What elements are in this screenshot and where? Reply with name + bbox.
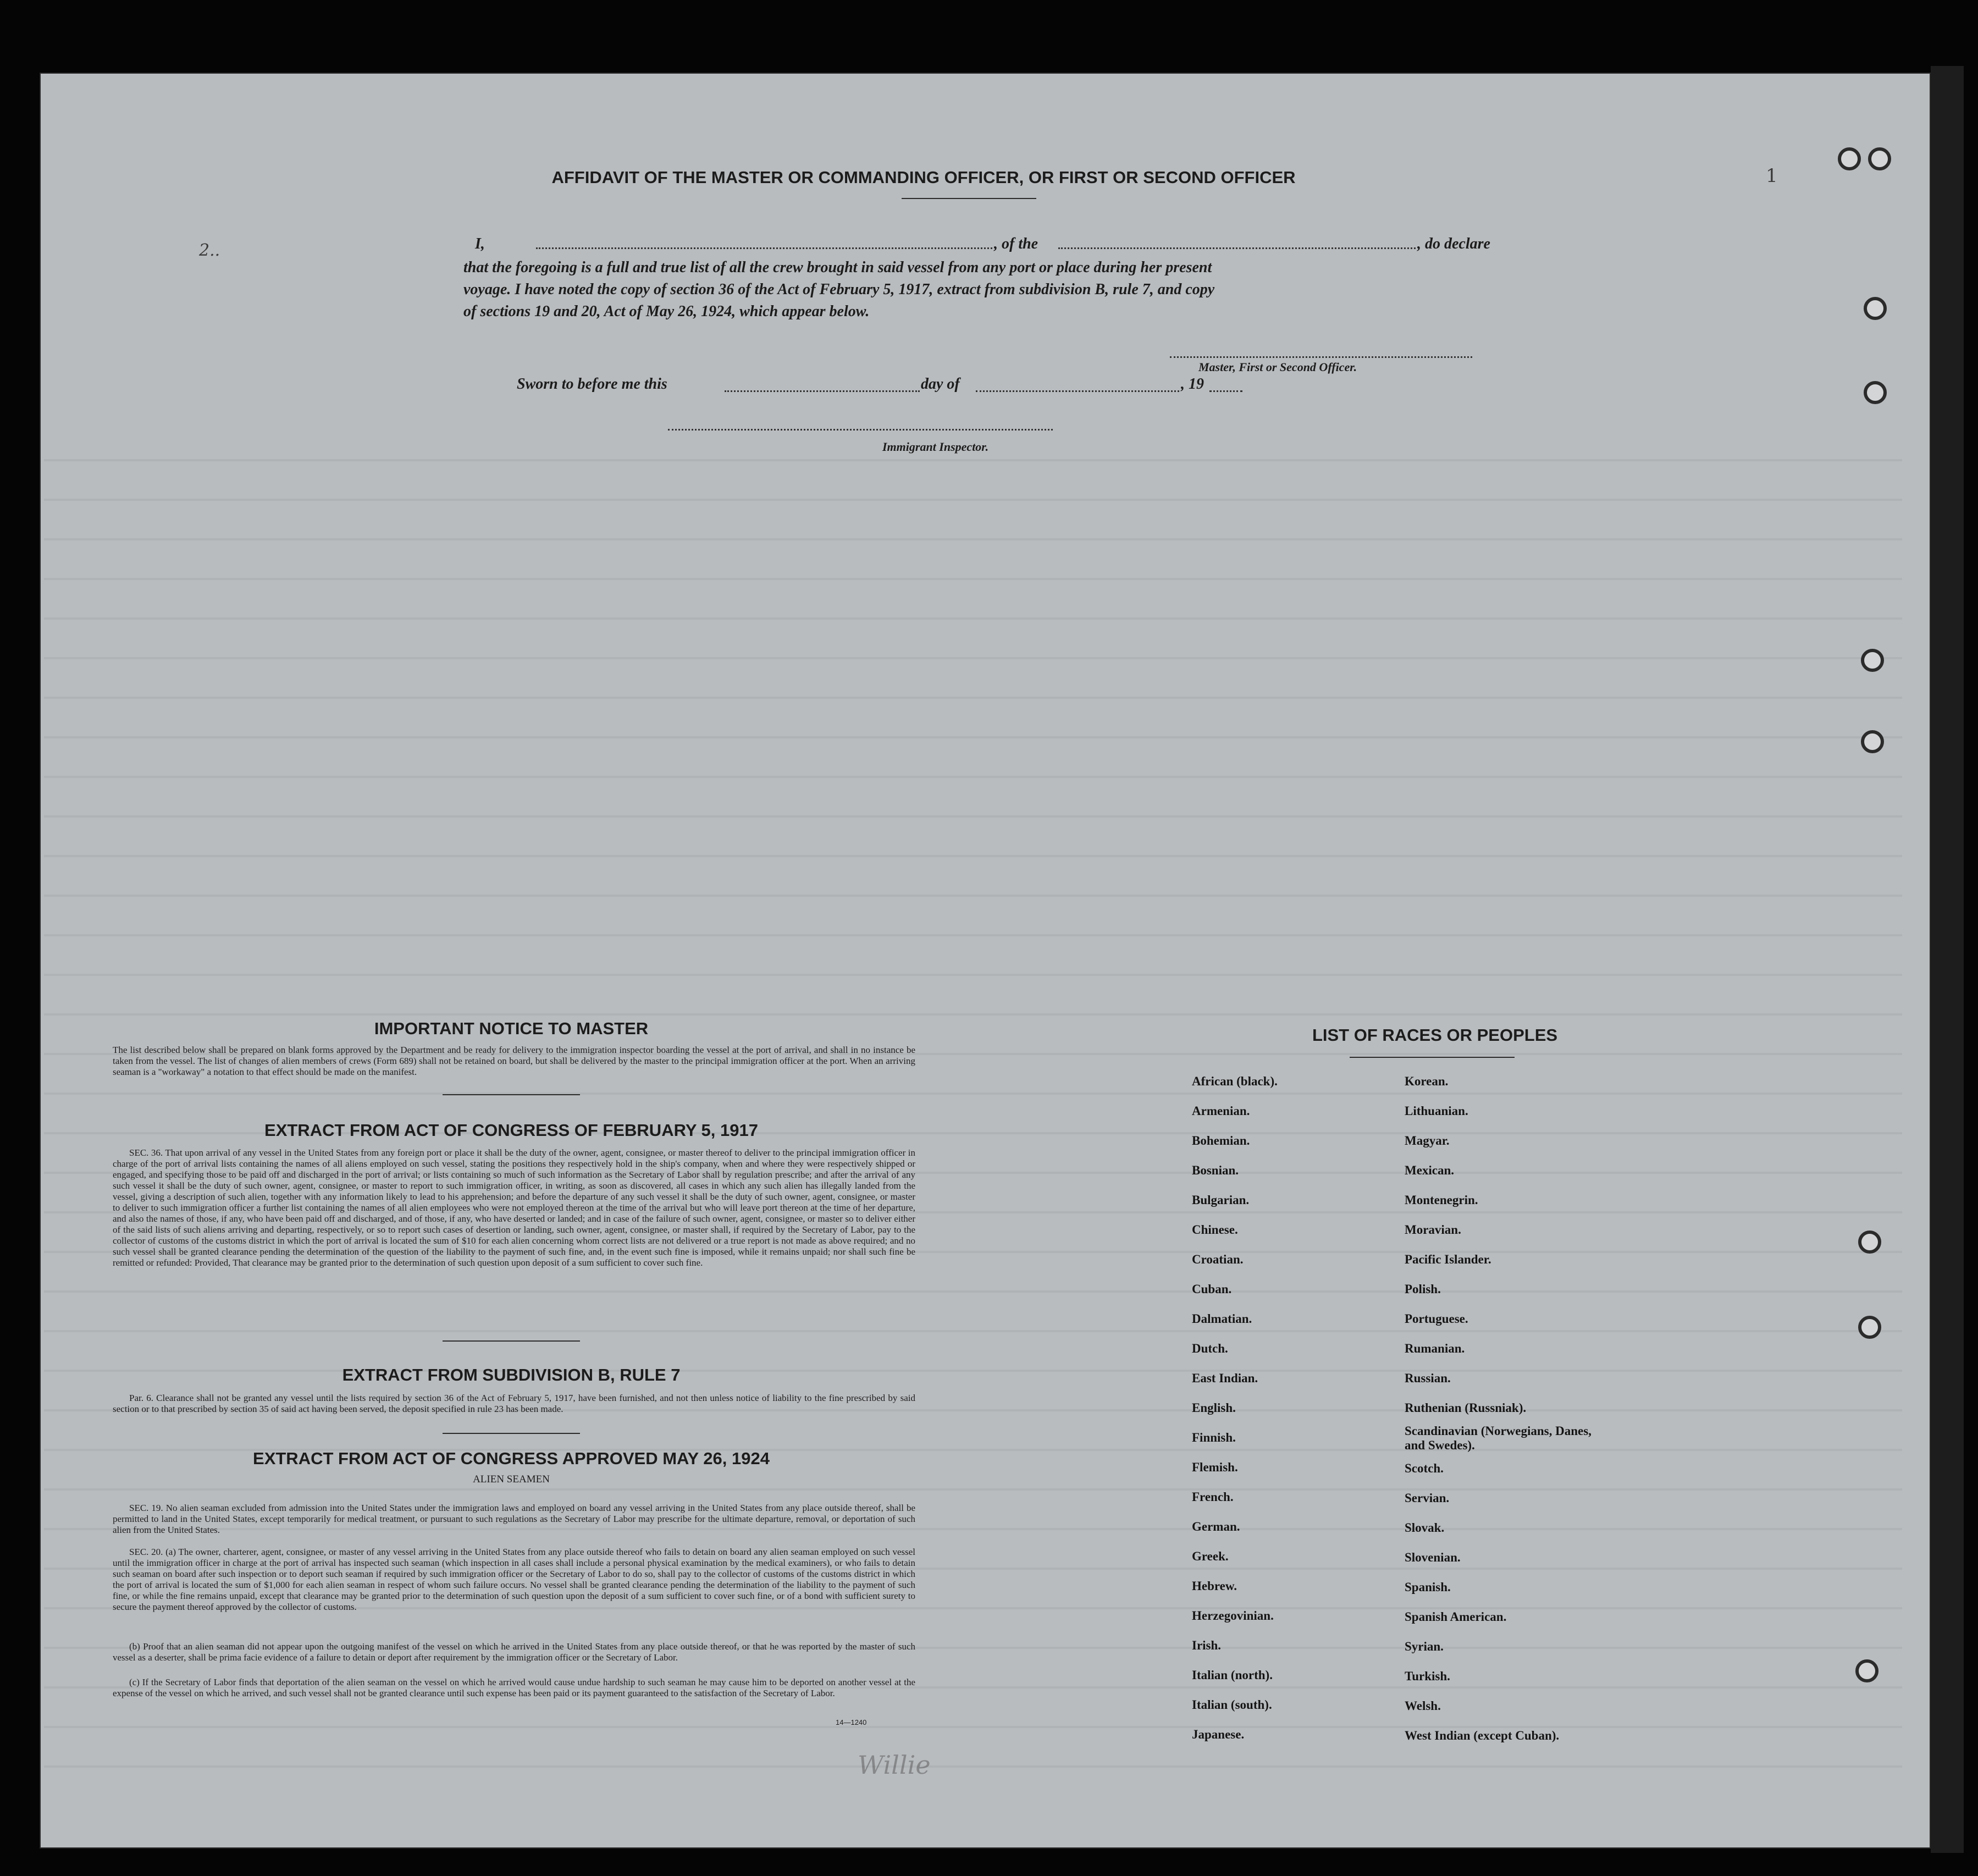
punch-hole bbox=[1861, 730, 1884, 753]
bleed-through-line bbox=[44, 657, 1902, 659]
race-item: English. bbox=[1192, 1401, 1236, 1415]
race-item: Mexican. bbox=[1405, 1163, 1455, 1177]
affidavit-line1-end: , do declare bbox=[1417, 235, 1490, 252]
sworn-month-blank bbox=[976, 390, 1179, 392]
race-item: Slovak. bbox=[1405, 1521, 1445, 1535]
sworn-day-blank bbox=[725, 390, 920, 392]
race-item: Bosnian. bbox=[1192, 1163, 1239, 1177]
punch-hole bbox=[1858, 1231, 1881, 1254]
race-item: African (black). bbox=[1192, 1074, 1278, 1088]
race-item: West Indian (except Cuban). bbox=[1405, 1729, 1560, 1742]
bleed-through-line bbox=[44, 578, 1902, 580]
race-item: East Indian. bbox=[1192, 1371, 1258, 1385]
race-item: Ruthenian (Russniak). bbox=[1405, 1401, 1527, 1415]
signature-blank bbox=[1170, 356, 1472, 358]
race-item: Italian (north). bbox=[1192, 1668, 1273, 1682]
sworn-year-blank bbox=[1209, 390, 1242, 392]
punch-hole bbox=[1838, 147, 1861, 170]
punch-hole bbox=[1861, 649, 1884, 672]
race-item: Lithuanian. bbox=[1405, 1104, 1468, 1118]
race-item: Turkish. bbox=[1405, 1669, 1450, 1683]
extract-1924-sec20b: (b) Proof that an alien seaman did not appear upon the outgoing manifest of the vessel on which he arrived in the United States from any place outside thereof, or that he was reported by the master of such vessel as a deserter, shall be prima facie evidence of a failure to detain or deport after requirement by the immigration officer or the Secretary of Labor. bbox=[113, 1641, 915, 1663]
race-item: Servian. bbox=[1405, 1491, 1450, 1505]
race-item: Bohemian. bbox=[1192, 1134, 1250, 1147]
bleed-through-line bbox=[44, 1330, 1902, 1332]
race-item: Magyar. bbox=[1405, 1134, 1450, 1147]
race-item: Dutch. bbox=[1192, 1342, 1228, 1355]
race-item: Chinese. bbox=[1192, 1223, 1238, 1237]
race-item: Scotch. bbox=[1405, 1461, 1444, 1475]
race-item: Cuban. bbox=[1192, 1282, 1232, 1296]
race-item: Herzegovinian. bbox=[1192, 1609, 1274, 1623]
race-item: French. bbox=[1192, 1490, 1234, 1504]
punch-hole bbox=[1864, 381, 1887, 404]
signature-label: Master, First or Second Officer. bbox=[1198, 360, 1357, 374]
race-item: Scandinavian (Norwegians, Danes, and Swedes). bbox=[1405, 1424, 1592, 1452]
bleed-through-line bbox=[44, 1765, 1902, 1768]
bleed-through-line bbox=[44, 459, 1902, 461]
inspector-blank bbox=[668, 429, 1053, 431]
notice-title: IMPORTANT NOTICE TO MASTER bbox=[374, 1019, 649, 1038]
extract-1924-subtitle: ALIEN SEAMEN bbox=[473, 1474, 550, 1485]
divider bbox=[1350, 1057, 1515, 1058]
bleed-through-line bbox=[44, 855, 1902, 857]
bleed-through-line bbox=[44, 538, 1902, 540]
divider bbox=[443, 1433, 580, 1434]
handwritten-signature: Willie bbox=[858, 1750, 931, 1780]
handwritten-mark: 2.. bbox=[199, 241, 220, 260]
races-title: LIST OF RACES OR PEOPLES bbox=[1312, 1025, 1558, 1045]
sworn-prefix: Sworn to before me this bbox=[517, 376, 667, 393]
bleed-through-line bbox=[44, 815, 1902, 818]
divider bbox=[902, 198, 1036, 199]
extract-1924-sec19: SEC. 19. No alien seaman excluded from admission into the United States under the immigration laws and employed on board any vessel arriving in the United States from any place outside thereof, shall be permitted to land in the United States, except temporarily for medical treatment, or pursuant to such regulations as the Secretary of Labor may prescribe for the ultimate departure, removal, or deportation of such alien from the United States. bbox=[113, 1503, 915, 1535]
affidavit-title: AFFIDAVIT OF THE MASTER OR COMMANDING OFFICER, OR FIRST OR SECOND OFFICER bbox=[551, 168, 1296, 187]
page-edge bbox=[1931, 66, 1964, 1853]
name-blank bbox=[536, 247, 992, 249]
race-item: Armenian. bbox=[1192, 1104, 1250, 1118]
bleed-through-line bbox=[44, 895, 1902, 897]
race-item: Greek. bbox=[1192, 1549, 1229, 1563]
punch-hole bbox=[1858, 1316, 1881, 1339]
punch-hole bbox=[1855, 1659, 1878, 1682]
race-item: Korean. bbox=[1405, 1074, 1449, 1088]
extract-1924-title: EXTRACT FROM ACT OF CONGRESS APPROVED MAY 26, 1924 bbox=[253, 1449, 770, 1468]
sworn-day: day of bbox=[921, 376, 960, 393]
extract-1924-sec20c: (c) If the Secretary of Labor finds that deportation of the alien seaman on the vessel on which he arrived would cause undue hardship to such seaman he may cause him to be deported on another vessel at the expense of the vessel on which he arrived, and such vessel shall not be granted clearance until such expense has been paid or its payment guaranteed to the satisfaction of the Secretary of Labor. bbox=[113, 1677, 915, 1698]
bleed-through-line bbox=[44, 1093, 1902, 1095]
race-item: Spanish. bbox=[1405, 1580, 1451, 1594]
race-item: Slovenian. bbox=[1405, 1551, 1461, 1564]
race-item: Portuguese. bbox=[1405, 1312, 1468, 1326]
notice-text: The list described below shall be prepared on blank forms approved by the Department and be ready for delivery to the immigration inspector boarding the vessel at the port of arrival, and shall in no instance be taken from the vessel. The list of changes of alien members of crews (Form 689) shall not be retained on board, but shall be delivered by the master to the principal immigration officer at the port. When an arriving seaman is a "workaway" a notation to that effect should be made on the manifest. bbox=[113, 1045, 915, 1077]
extract-1924-sec20a: SEC. 20. (a) The owner, charterer, agent, consignee, or master of any vessel arriving in the United States from any place outside thereof who fails to detain on board any alien seaman employed on such vessel until the immigration officer in charge at the port of arrival has inspected such seaman (which inspection in all cases shall include a personal physical examination by the medical examiners), or who fails to detain such seaman on board after such inspection or to deport such seaman if required by such immigration officer or the Secretary of Labor to do so, shall pay to the collector of customs of the customs district in which the port of arrival is located the sum of $1,000 for each alien seaman in respect of whom such failure occurs. No vessel shall be granted clearance pending the determination of the liability to the payment of such fine, or while the fine remains unpaid, except that clearance may be granted prior to the determination of such question upon the deposit of a sum sufficient to cover such fine, or of a bond with sufficient surety to secure the payment thereof approved by the collector of customs. bbox=[113, 1547, 915, 1612]
affidavit-line1-prefix: I, bbox=[475, 235, 485, 252]
race-item: Italian (south). bbox=[1192, 1698, 1272, 1712]
affidavit-line1-mid: , of the bbox=[994, 235, 1038, 252]
race-item: Spanish American. bbox=[1405, 1610, 1507, 1624]
race-item: Irish. bbox=[1192, 1638, 1222, 1652]
extract-rule7-title: EXTRACT FROM SUBDIVISION B, RULE 7 bbox=[342, 1365, 681, 1384]
affidavit-line2: that the foregoing is a full and true list of all the crew brought in said vessel from any port or place during her present bbox=[463, 259, 1212, 276]
sworn-year: , 19 bbox=[1181, 376, 1204, 393]
race-item: Finnish. bbox=[1192, 1431, 1236, 1444]
race-item: Syrian. bbox=[1405, 1640, 1444, 1653]
race-item: Welsh. bbox=[1405, 1699, 1441, 1713]
race-item: Russian. bbox=[1405, 1371, 1451, 1385]
affidavit-line4: of sections 19 and 20, Act of May 26, 1924, which appear below. bbox=[463, 303, 870, 320]
race-item: Croatian. bbox=[1192, 1252, 1244, 1266]
races-left-column bbox=[1192, 1067, 1278, 1750]
races-right-column bbox=[1405, 1067, 1603, 1751]
race-item: Japanese. bbox=[1192, 1728, 1245, 1741]
affidavit-line3: voyage. I have noted the copy of section 36 of the Act of February 5, 1917, extract from subdivision B, rule 7, and copy bbox=[463, 281, 1215, 298]
race-item: German. bbox=[1192, 1520, 1240, 1533]
bleed-through-line bbox=[44, 1726, 1902, 1728]
bleed-through-line bbox=[44, 697, 1902, 699]
bleed-through-line bbox=[44, 934, 1902, 936]
vessel-blank bbox=[1058, 247, 1416, 249]
inspector-label: Immigrant Inspector. bbox=[882, 440, 989, 454]
race-item: Pacific Islander. bbox=[1405, 1252, 1491, 1266]
divider bbox=[443, 1094, 580, 1095]
bleed-through-line bbox=[44, 736, 1902, 738]
bleed-through-line bbox=[44, 499, 1902, 501]
race-item: Bulgarian. bbox=[1192, 1193, 1250, 1207]
race-item: Rumanian. bbox=[1405, 1342, 1465, 1355]
punch-hole bbox=[1868, 147, 1891, 170]
race-item: Polish. bbox=[1405, 1282, 1441, 1296]
bleed-through-line bbox=[44, 1488, 1902, 1491]
punch-hole bbox=[1864, 297, 1887, 320]
race-item: Montenegrin. bbox=[1405, 1193, 1478, 1207]
extract-rule7-text: Par. 6. Clearance shall not be granted any vessel until the lists required by section 36 of the Act of February 5, 1917, have been furnished, and not then unless notice of liability to the fine prescribed by said section or to that prescribed by section 35 of said act having been served, the deposit specified in rule 23 has been made. bbox=[113, 1393, 915, 1414]
race-item: Hebrew. bbox=[1192, 1579, 1237, 1593]
extract-1917-text: SEC. 36. That upon arrival of any vessel in the United States from any foreign port or place it shall be the duty of the owner, agent, consignee, or master thereof to deliver to the principal immigration officer in charge of the port of arrival lists containing the names of all aliens employed on such vessel, stating the positions they respectively hold in the ship's company, when and where they were respectively shipped or engaged, and specifying those to be paid off and discharged in the port of arrival; or lists containing so much of such information as the Secretary of Labor shall by regulation prescribe; and after the arrival of any such vessel it shall be the duty of such owner, agent, consignee, or master to report to such immigration officer, in writing, as soon as discovered, all cases in which any such alien has illegally landed from the vessel, giving a description of such alien, together with any information likely to lead to his apprehension; and before the departure of any such vessel it shall be the duty of such owner, agent, consignee, or master to deliver to such immigration officer a further list containing the names of all alien employees who were not employed thereon at the time of the arrival but who will leave port thereon at the time of her departure, and also the names of those, if any, who have been paid off and discharged, and of those, if any, who have deserted or landed; and in case of the failure of such owner, agent, consignee, or master so to deliver either of the said lists of such aliens arriving and departing, respectively, or so to report such cases of desertion or landing, such owner, agent, consignee, or master shall, if required by the Secretary of Labor, pay to the collector of customs of the customs district in which the port of arrival is located the sum of $10 for each alien concerning whom correct lists are not delivered or a true report is not made as above required; and no such vessel shall be granted clearance pending the determination of the question of the liability to the payment of such fine, and, in the event such fine is imposed, while it remains unpaid; nor shall such fine be remitted or refunded: Provided, That clearance may be granted prior to the determination of such question upon deposit of a sum sufficient to cover such fine. bbox=[113, 1147, 915, 1268]
race-item: Flemish. bbox=[1192, 1460, 1238, 1474]
bleed-through-line bbox=[44, 1013, 1902, 1016]
divider bbox=[443, 1340, 580, 1342]
bleed-through-line bbox=[44, 617, 1902, 620]
bleed-through-line bbox=[44, 776, 1902, 778]
handwritten-corner-mark: 1 bbox=[1766, 165, 1778, 187]
bleed-through-line bbox=[44, 1290, 1902, 1293]
extract-1917-title: EXTRACT FROM ACT OF CONGRESS OF FEBRUARY 5, 1917 bbox=[264, 1121, 758, 1140]
race-item: Dalmatian. bbox=[1192, 1312, 1252, 1326]
bleed-through-line bbox=[44, 974, 1902, 976]
form-number: 14—1240 bbox=[836, 1718, 867, 1726]
race-item: Moravian. bbox=[1405, 1223, 1461, 1237]
